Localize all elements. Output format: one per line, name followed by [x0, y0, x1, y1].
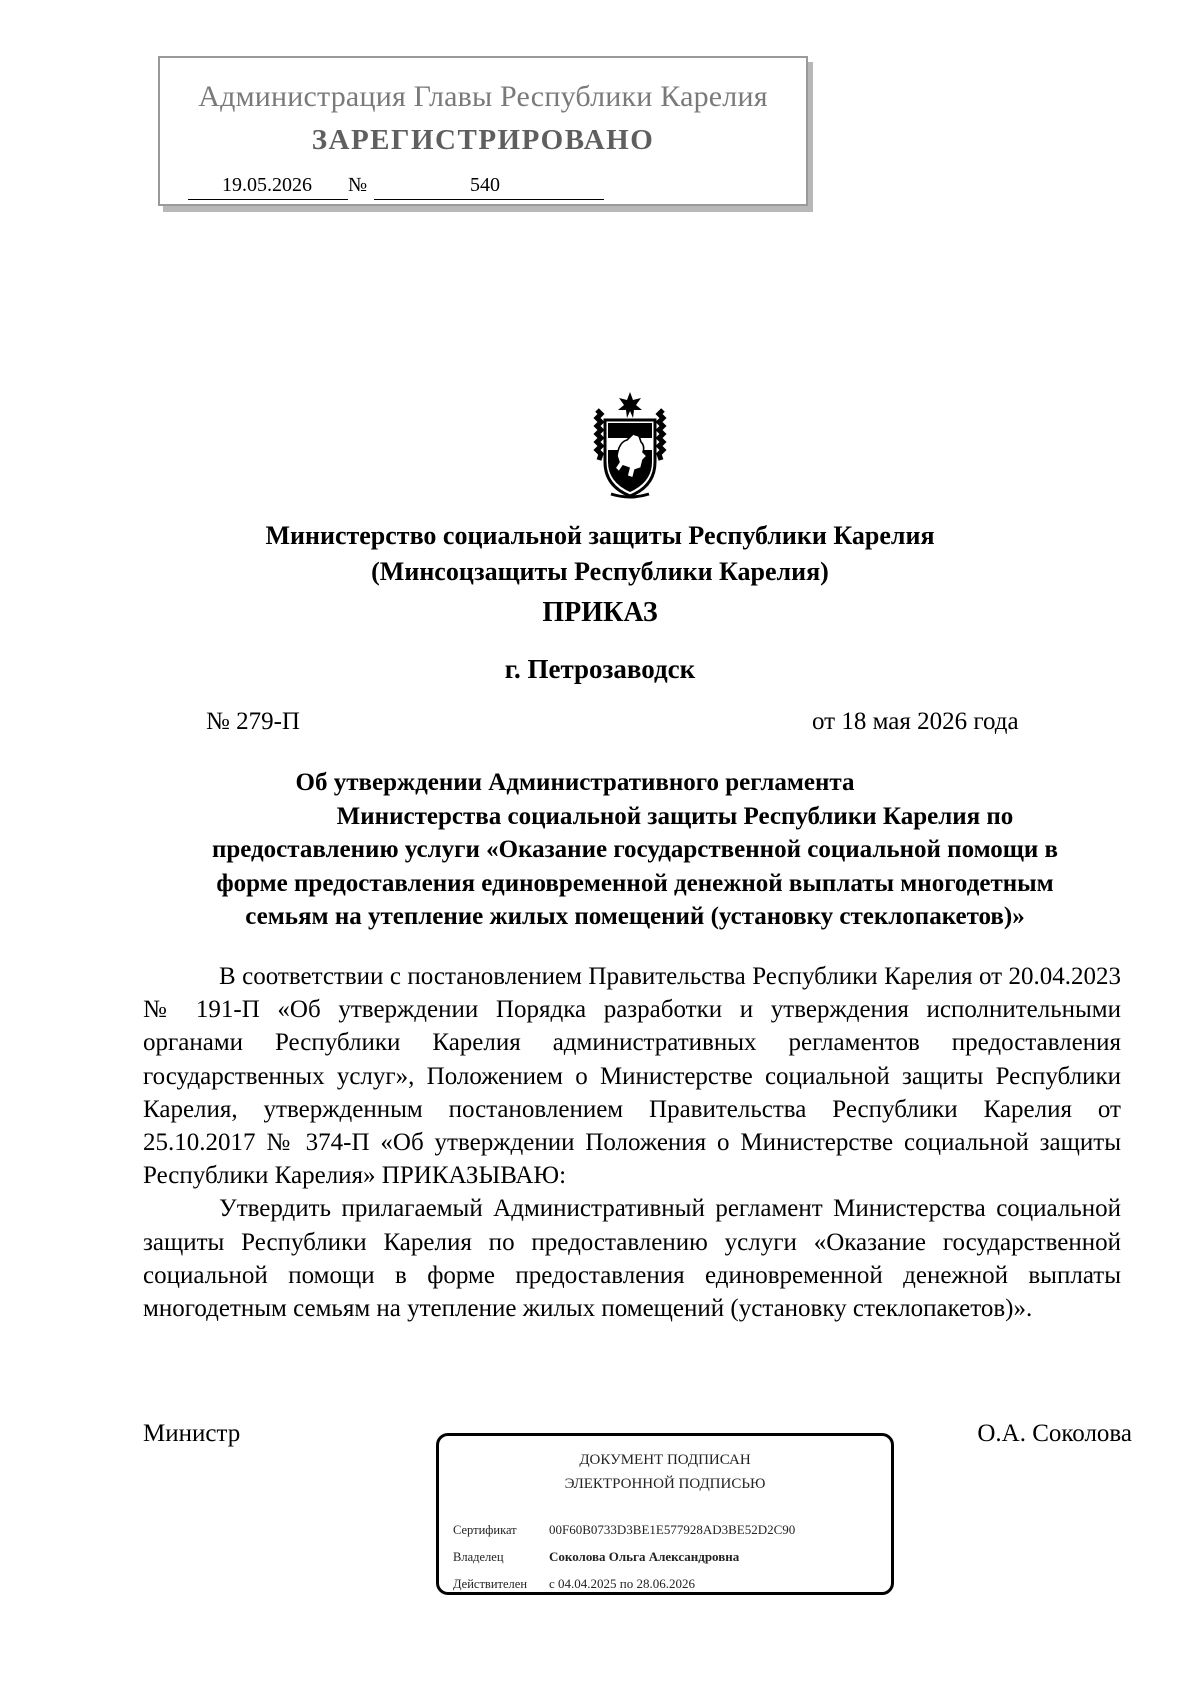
- signature-stamp-title: [439, 1448, 891, 1496]
- signature-stamp-title-line: ДОКУМЕНТ ПОДПИСАН: [579, 1452, 751, 1468]
- order-date: от 18 мая 2026 года: [812, 708, 1019, 735]
- registration-number-label: №: [348, 174, 368, 196]
- order-subject: [140, 766, 1130, 934]
- subject-line: предоставлению услуги «Оказание государственной социальной помощи в: [211, 836, 1059, 863]
- city: г. Петрозаводск: [504, 654, 696, 684]
- registration-organization: Администрация Главы Республики Карелия: [198, 80, 768, 113]
- owner-label: Владелец: [453, 1550, 504, 1564]
- order-body: [143, 960, 1121, 1325]
- owner-value: Соколова Ольга Александровна: [549, 1549, 740, 1564]
- registration-number: 540: [374, 172, 604, 200]
- signer-role: Министр: [143, 1420, 241, 1447]
- registration-date: 19.05.2026: [188, 172, 348, 200]
- registration-status: ЗАРЕГИСТРИРОВАНО: [311, 124, 655, 156]
- order-number: № 279-П: [206, 708, 300, 735]
- signature-stamp-title-line: ЭЛЕКТРОННОЙ ПОДПИСЬЮ: [564, 1476, 766, 1492]
- certificate-label: Сертификат: [453, 1523, 517, 1537]
- signature-validity-row: [453, 1576, 695, 1592]
- electronic-signature-stamp: [436, 1433, 894, 1595]
- subject-line: Об утверждении Административного регламента: [295, 769, 855, 796]
- validity-label: Действителен: [453, 1577, 528, 1591]
- certificate-value: 00F60B0733D3BE1E577928AD3BE52D2C90: [549, 1522, 796, 1537]
- validity-value: с 04.04.2025 по 28.06.2026: [549, 1576, 695, 1591]
- body-paragraph: В соответствии с постановлением Правительства Республики Карелия от 20.04.2023 № 191-П «Об утверждении Порядка разработки и утверждения исполнительными органами Республики Карелия административных регламентов предоставления государственных услуг», Положением о Министерстве социальной защиты Республики Карелия, утвержденным постановлением Правительства Республики Карелия от 25.10.2017 № 374-П «Об утверждении Положения о Министерстве социальной защиты Республики Карелия» ПРИКАЗЫВАЮ:: [143, 963, 1121, 1190]
- subject-line: семьям на утепление жилых помещений (установку стеклопакетов)»: [245, 903, 1025, 930]
- karelia-coat-of-arms-icon: [587, 390, 673, 500]
- ministry-full-name: Министерство социальной защиты Республики Карелия: [265, 521, 935, 550]
- registration-stamp: [158, 56, 808, 206]
- signer-name: О.А. Соколова: [977, 1420, 1132, 1447]
- ministry-name: [0, 518, 1200, 590]
- signature-owner-row: [453, 1549, 739, 1565]
- body-paragraph: Утвердить прилагаемый Административный регламент Министерства социальной защиты Республики Карелия по предоставлению услуги «Оказание государственной социальной помощи в форме предоставления единовременной денежной выплаты многодетным семьям на утепление жилых помещений (установку стеклопакетов)».: [143, 1195, 1121, 1323]
- subject-line: форме предоставления единовременной денежной выплаты многодетным: [216, 869, 1054, 897]
- signature-certificate-row: [453, 1522, 795, 1538]
- ministry-short-name: (Минсоцзащиты Республики Карелия): [371, 557, 829, 586]
- subject-line: Министерства социальной защиты Республики Карелия по: [336, 802, 1014, 830]
- document-type: ПРИКАЗ: [542, 597, 658, 628]
